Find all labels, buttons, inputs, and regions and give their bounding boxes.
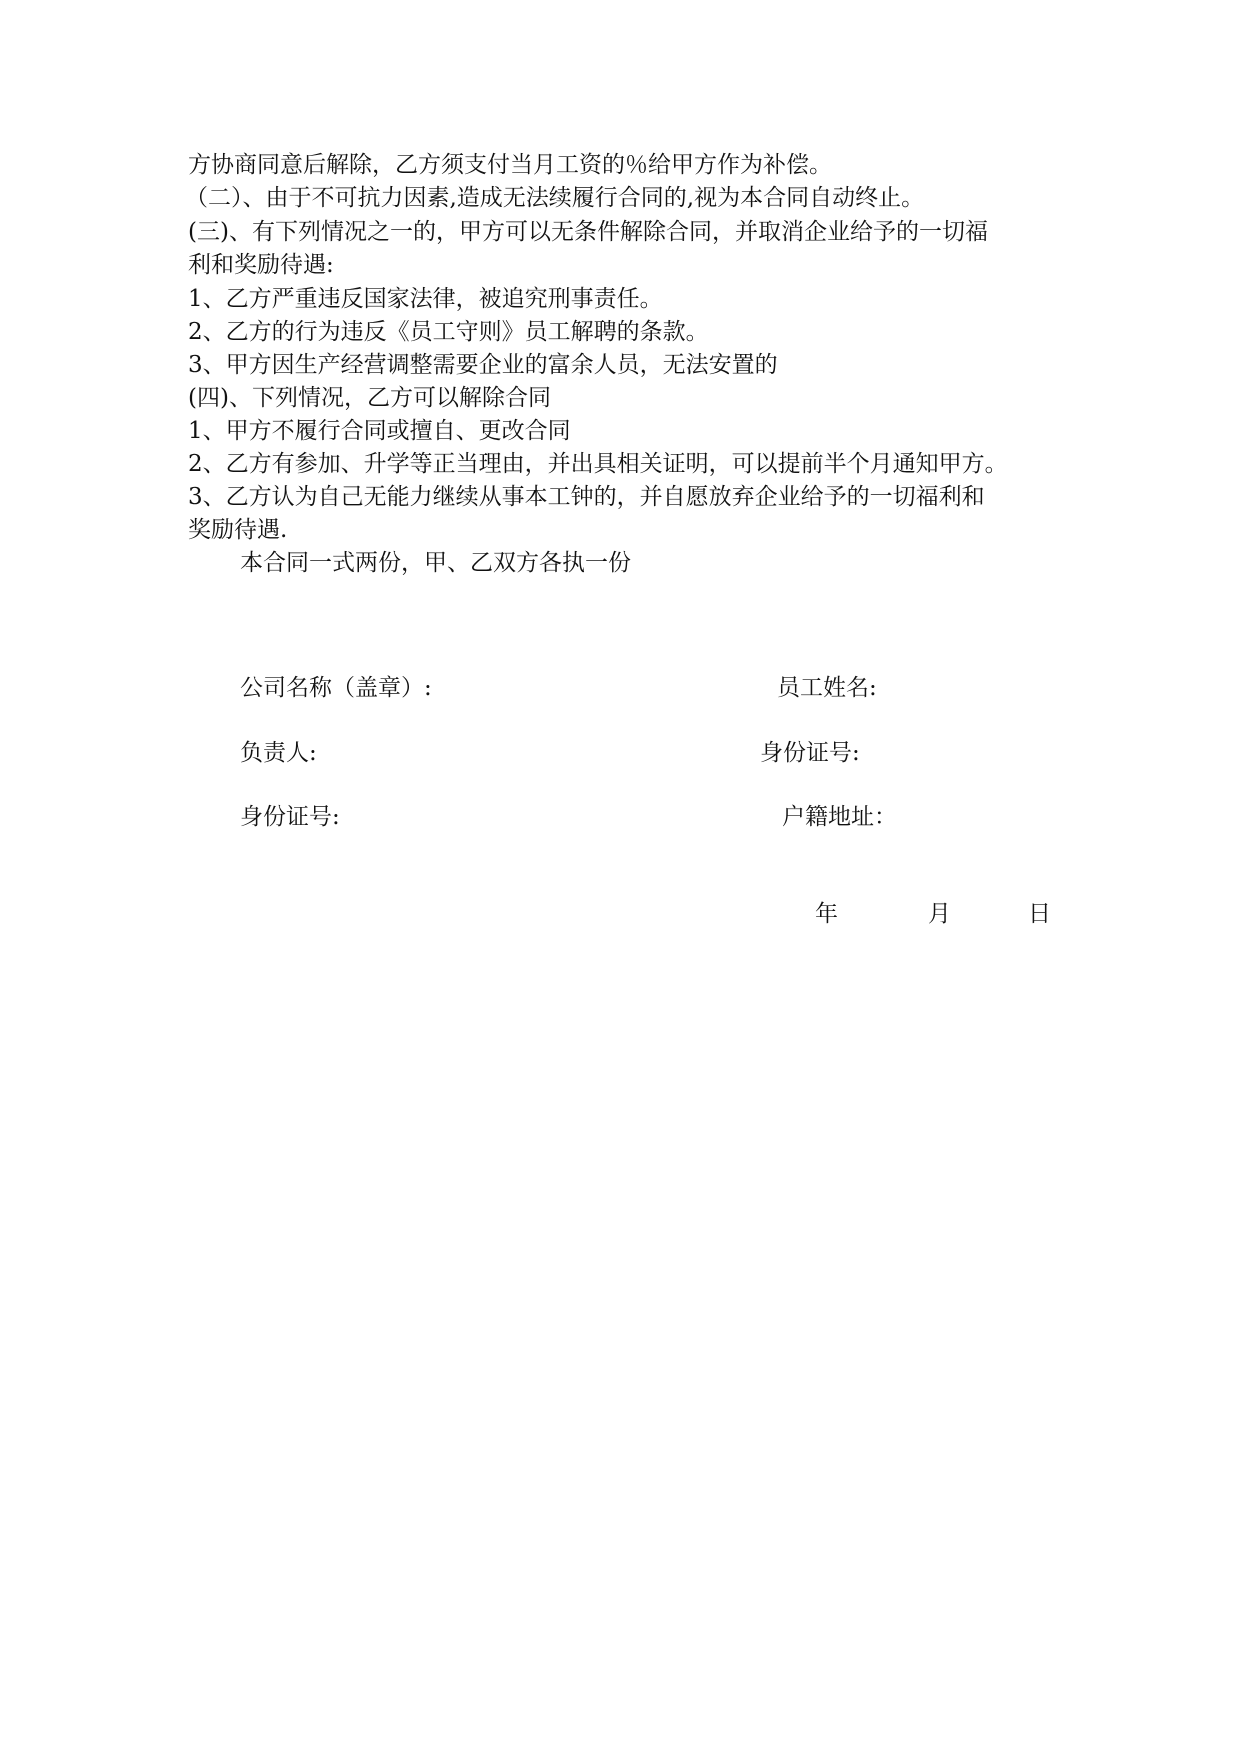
household-address-label: 户籍地址：	[782, 804, 897, 830]
leader-label: 负责人:	[240, 740, 317, 766]
body-line: 2、乙方有参加、升学等正当理由，并出具相关证明，可以提前半个月通知甲方。	[188, 451, 1008, 477]
employee-name-label: 员工姓名:	[777, 675, 877, 701]
body-line: 3、甲方因生产经营调整需要企业的富余人员，无法安置的	[188, 352, 778, 378]
body-line: （二）、由于不可抗力因素,造成无法续履行合同的,视为本合同自动终止。	[185, 185, 925, 211]
date-day-label: 日	[1028, 901, 1051, 927]
date-month-label: 月	[928, 901, 951, 927]
date-year-label: 年	[815, 901, 838, 927]
body-line: (三)、有下列情况之一的，甲方可以无条件解除合同，并取消企业给予的一切福	[188, 219, 988, 245]
body-line: 3、乙方认为自己无能力继续从事本工钟的，并自愿放弃企业给予的一切福利和	[188, 484, 985, 510]
company-name-label: 公司名称（盖章）:	[240, 675, 432, 701]
body-line: (四)、下列情况，乙方可以解除合同	[188, 385, 551, 411]
body-line: 奖励待遇.	[188, 517, 288, 543]
body-line: 1、乙方严重违反国家法律，被追究刑事责任。	[188, 286, 663, 312]
closing-statement: 本合同一式两份，甲、乙双方各执一份	[240, 550, 631, 576]
company-id-number-label: 身份证号:	[240, 804, 340, 830]
employee-id-number-label: 身份证号:	[760, 740, 860, 766]
body-line: 1、甲方不履行合同或擅自、更改合同	[188, 418, 571, 444]
body-line: 方协商同意后解除，乙方须支付当月工资的％给甲方作为补偿。	[188, 152, 832, 178]
body-line: 2、乙方的行为违反《员工守则》员工解聘的条款。	[188, 319, 709, 345]
body-line: 利和奖励待遇:	[188, 252, 334, 278]
